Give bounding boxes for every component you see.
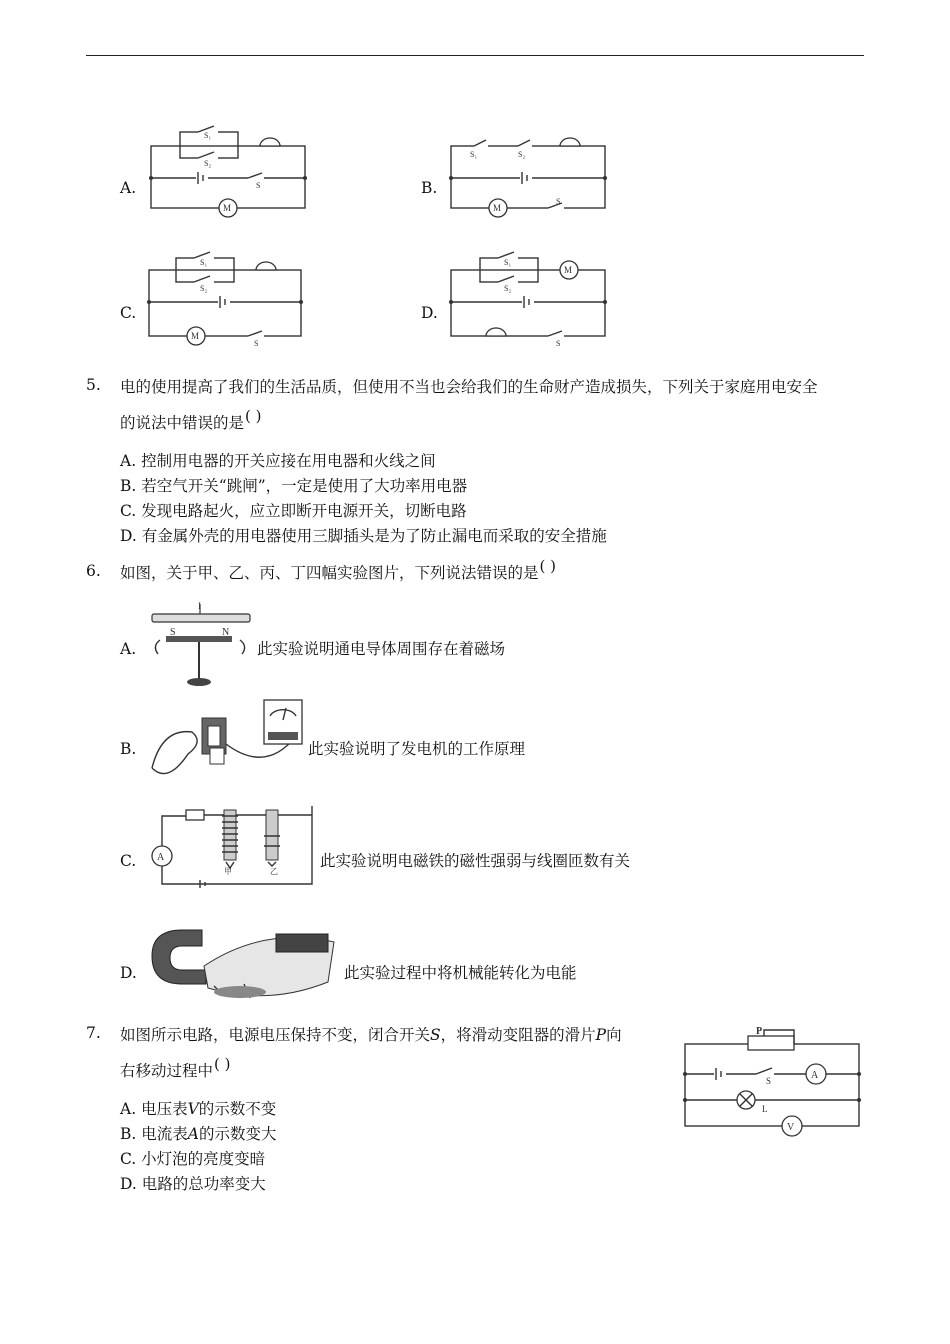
q5-number: 5. [86,376,101,394]
q6-number: 6. [86,562,101,580]
q7-fig-l-label: L [762,1104,768,1114]
q5-option-c[interactable] [120,499,467,523]
q7-option-d-post: 电路的总功率变大 [141,1175,266,1193]
q4c-motor-label: M [191,331,200,341]
q5-stem-line1: 电的使用提高了我们的生活品质，但使用不当也会给我们的生命财产造成损失，下列关于家庭用电安全 [120,378,818,396]
q7-option-b-sym: A [187,1125,199,1143]
q4b-motor-label: M [493,203,502,213]
q4d-motor-label: M [564,265,573,275]
q5-option-d-text: 有金属外壳的用电器使用三脚插头是为了防止漏电而采取的安全措施 [141,527,607,545]
q4d-s-label: S [556,339,561,348]
q4-option-b-letter[interactable]: B. [421,179,438,197]
q7-circuit-figure [682,1022,862,1144]
q6-stem [120,557,556,584]
q6c-jia-label: 甲 [224,867,232,876]
q7-stem-s: S [430,1026,441,1044]
q7-fig-v-label: V [787,1122,795,1133]
q5-option-b-text: 若空气开关“跳闸”，一定是使用了大功率用电器 [141,477,468,495]
q7-option-c-letter: C. [120,1150,137,1168]
q7-number: 7. [86,1024,101,1042]
q7-option-a-pre: 电压表 [141,1100,188,1118]
q7-stem-part2: ，将滑动变阻器的滑片 [440,1026,596,1044]
q7-fig-p-label: P [756,1026,763,1037]
q4-option-c-letter[interactable]: C. [120,304,137,322]
q4-option-c-circuit [146,252,306,348]
q7-option-a-post: 的示数不变 [198,1100,277,1118]
q5-option-b-letter: B. [120,477,137,495]
q4a-s1-label: S₁ [204,131,212,140]
q6a-current-label: I [198,601,201,611]
q4-option-a-circuit [148,126,308,212]
q6-option-a-text: 此实验说明通电导体周围存在着磁场 [257,640,506,658]
q6-option-d-text: 此实验过程中将机械能转化为电能 [344,964,577,982]
q7-stem-part3: 向 [606,1026,622,1044]
q4-option-b-circuit [448,126,608,212]
q7-option-b-letter: B. [120,1125,137,1143]
q7-answer-paren: ( ) [214,1055,231,1073]
q7-option-b[interactable] [120,1122,277,1146]
q4-option-d-circuit [448,252,608,348]
q5-stem-text: 的说法中错误的是 [120,414,245,432]
q7-option-c[interactable] [120,1147,265,1171]
q7-stem-part1: 如图所示电路，电源电压保持不变，闭合开关 [120,1026,431,1044]
q4-option-d-letter[interactable]: D. [421,304,438,322]
q7-stem-line1 [120,1024,622,1046]
q7-option-b-post: 的示数变大 [198,1125,277,1143]
q5-option-a[interactable] [120,449,436,473]
q7-stem-p: P [595,1026,607,1044]
q5-option-d-letter: D. [120,527,137,545]
q4a-motor-label: M [223,203,232,213]
q7-option-b-pre: 电流表 [141,1125,188,1143]
q7-option-d[interactable] [120,1172,266,1196]
q7-stem-line2 [120,1055,231,1082]
q5-option-a-text: 控制用电器的开关应接在用电器和火线之间 [141,452,436,470]
q7-option-d-letter: D. [120,1175,137,1193]
q4c-s2-label: S₂ [200,284,208,293]
q4b-s2-label: S₂ [518,150,526,159]
q6a-north-label: N [222,627,230,638]
q7-option-a[interactable] [120,1097,276,1121]
q5-option-b[interactable] [120,474,467,498]
q6-option-d-letter[interactable]: D. [120,964,137,982]
q6-option-a-letter[interactable]: A. [120,640,137,658]
q6-stem-text: 如图，关于甲、乙、丙、丁四幅实验图片，下列说法错误的是 [120,564,539,582]
q4a-s2-label: S₂ [204,159,212,168]
q6-option-d-experiment-figure [144,922,340,1002]
q6-option-c-electromagnet-figure [146,806,318,888]
q7-fig-s-label: S [766,1076,772,1086]
q4-option-a-letter[interactable]: A. [120,179,137,197]
q7-stem-text2: 右移动过程中 [120,1062,214,1080]
q6-option-b-generator-figure [146,698,308,786]
q4c-s1-label: S₁ [200,258,208,267]
q6c-ammeter-label: A [157,852,165,863]
q6-option-c-text: 此实验说明电磁铁的磁性强弱与线圈匝数有关 [320,852,631,870]
q4b-s1-label: S₁ [470,150,478,159]
q4b-s-label: S [556,197,561,206]
q6-option-a-oersted-figure [148,600,254,690]
q7-option-c-post: 小灯泡的亮度变暗 [141,1150,266,1168]
q5-answer-paren: ( ) [245,407,262,425]
q5-option-d[interactable] [120,524,607,548]
q7-option-a-sym: V [187,1100,199,1118]
header-rule [86,55,864,56]
q4d-s2-label: S₂ [504,284,512,293]
q6-option-b-letter[interactable]: B. [120,740,137,758]
q5-option-c-text: 发现电路起火，应立即断开电源开关，切断电路 [141,502,467,520]
q4c-s-label: S [254,339,259,348]
q6a-south-label: S [170,627,176,638]
q7-option-a-letter: A. [120,1100,137,1118]
q5-option-a-letter: A. [120,452,137,470]
q5-option-c-letter: C. [120,502,137,520]
q5-stem-line2 [120,407,262,434]
q7-fig-a-label: A [811,1070,819,1081]
q4a-s-label: S [256,181,261,190]
q4d-s1-label: S₁ [504,258,512,267]
q6c-yi-label: 乙 [270,867,278,876]
q6-option-b-text: 此实验说明了发电机的工作原理 [308,740,526,758]
q6-option-c-letter[interactable]: C. [120,852,137,870]
q6-answer-paren: ( ) [539,557,556,575]
